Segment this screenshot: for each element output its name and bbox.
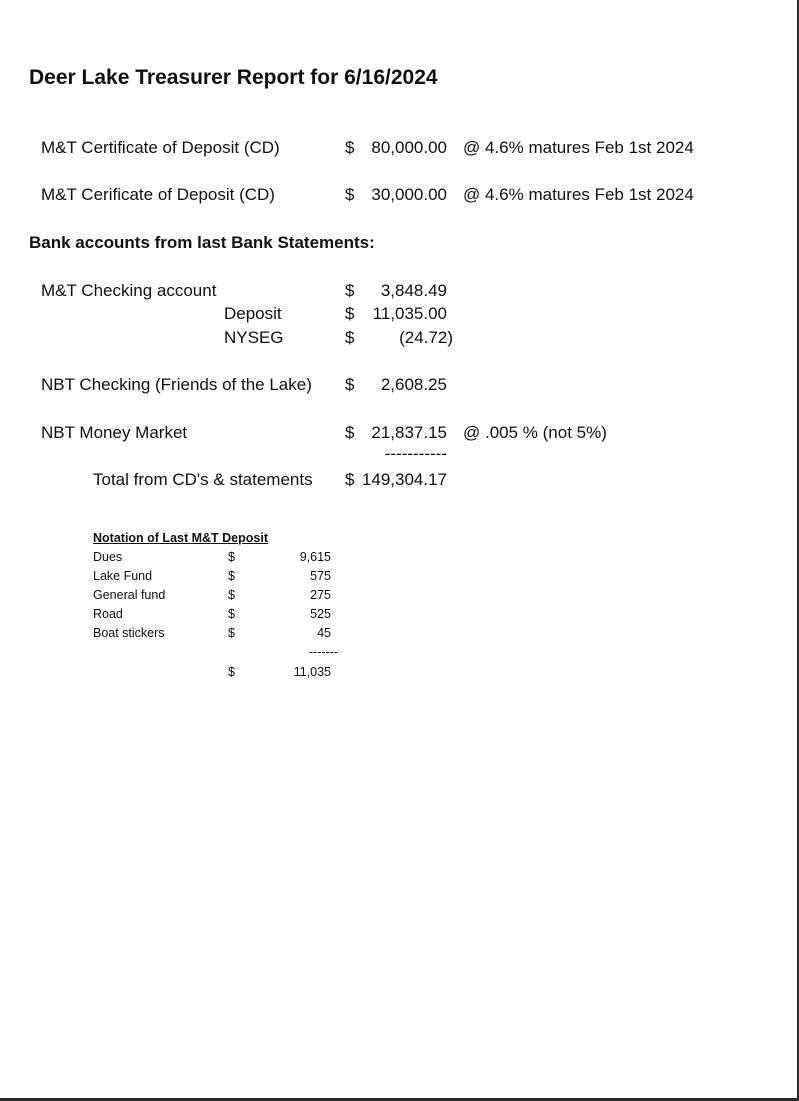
notation-separator: ------- — [308, 645, 338, 659]
bank-accounts-heading: Bank accounts from last Bank Statements: — [29, 233, 375, 252]
account-currency: $ — [345, 375, 355, 394]
nyseg-amount: (24.72) — [399, 328, 453, 347]
account-amount: 21,837.15 — [371, 423, 447, 442]
account-amount: 3,848.49 — [380, 281, 447, 300]
report-title: Deer Lake Treasurer Report for 6/16/2024 — [29, 66, 438, 89]
account-label: M&T Checking account — [41, 281, 217, 300]
notation-amount: 575 — [310, 569, 331, 583]
account-amount: 2,608.25 — [380, 375, 447, 394]
nyseg-label: NYSEG — [224, 328, 284, 347]
account-label: NBT Checking (Friends of the Lake) — [41, 375, 312, 394]
notation-total-currency: $ — [228, 665, 235, 679]
cd-currency: $ — [345, 138, 355, 157]
account-currency: $ — [345, 423, 355, 442]
notation-heading: Notation of Last M&T Deposit — [93, 531, 268, 545]
notation-currency: $ — [228, 626, 235, 640]
notation-currency: $ — [228, 607, 235, 621]
deposit-currency: $ — [345, 304, 355, 323]
cd-amount: 30,000.00 — [371, 185, 447, 204]
notation-currency: $ — [228, 588, 235, 602]
total-label: Total from CD's & statements — [93, 470, 313, 489]
cd-note: @ 4.6% matures Feb 1st 2024 — [463, 185, 694, 204]
notation-amount: 9,615 — [299, 550, 331, 564]
nyseg-currency: $ — [345, 328, 355, 347]
notation-label: Lake Fund — [93, 569, 153, 583]
cd-amount: 80,000.00 — [371, 138, 447, 157]
notation-label: Road — [93, 607, 123, 621]
account-currency: $ — [345, 281, 355, 300]
cd-label: M&T Certificate of Deposit (CD) — [41, 138, 280, 157]
deposit-label: Deposit — [224, 304, 282, 323]
notation-amount: 525 — [310, 607, 331, 621]
notation-amount: 275 — [310, 588, 331, 602]
total-currency: $ — [345, 470, 355, 489]
notation-label: General fund — [93, 588, 166, 602]
notation-total-amount: 11,035 — [293, 665, 331, 679]
notation-currency: $ — [228, 550, 235, 564]
total-separator: ----------- — [384, 444, 447, 463]
notation-label: Boat stickers — [93, 626, 165, 640]
notation-currency: $ — [228, 569, 235, 583]
account-note: @ .005 % (not 5%) — [463, 423, 607, 442]
deposit-amount: 11,035.00 — [372, 304, 447, 323]
cd-note: @ 4.6% matures Feb 1st 2024 — [463, 138, 694, 157]
cd-currency: $ — [345, 185, 355, 204]
account-label: NBT Money Market — [41, 423, 188, 442]
notation-label: Dues — [93, 550, 123, 564]
notation-amount: 45 — [317, 626, 331, 640]
cd-label: M&T Cerificate of Deposit (CD) — [41, 185, 275, 204]
total-amount: 149,304.17 — [361, 470, 447, 489]
